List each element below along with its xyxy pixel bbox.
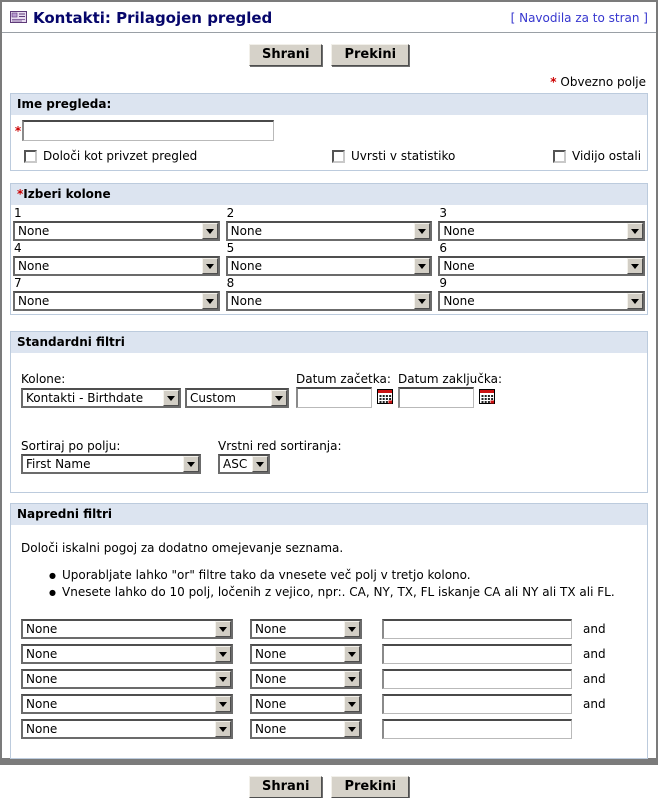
dropdown-arrow-icon: [252, 456, 268, 472]
dropdown-arrow-icon: [344, 646, 360, 662]
page-title: Kontakti: Prilagojen pregled: [33, 9, 273, 27]
visible-others-checkbox[interactable]: [553, 150, 566, 163]
column-slot-4: [13, 241, 220, 276]
required-note: [2, 66, 656, 93]
standard-filters-section: [10, 331, 648, 493]
page-header: [2, 2, 656, 32]
column-select-8[interactable]: [226, 291, 433, 311]
column-select-1[interactable]: [13, 221, 220, 241]
column-slot-5: [226, 241, 433, 276]
dropdown-arrow-icon: [163, 390, 179, 406]
view-name-input[interactable]: [22, 120, 274, 141]
column-select-4[interactable]: [13, 256, 220, 276]
column-select-7[interactable]: [13, 291, 220, 311]
dropdown-arrow-icon: [215, 696, 231, 712]
select-value: None: [230, 224, 262, 238]
end-date-input[interactable]: [398, 387, 474, 408]
advanced-operator-select-3[interactable]: [250, 669, 362, 689]
default-view-checkbox-label: Določi kot privzet pregled: [43, 149, 198, 163]
conjunction-label: and: [583, 672, 606, 686]
select-value: None: [255, 647, 287, 661]
column-select-5[interactable]: [226, 256, 433, 276]
select-value: None: [26, 647, 58, 661]
select-value: None: [255, 722, 287, 736]
select-value: None: [26, 672, 58, 686]
dropdown-arrow-icon: [202, 293, 218, 309]
dropdown-arrow-icon: [414, 258, 430, 274]
required-asterisk: *: [550, 75, 557, 89]
advanced-operator-select-2[interactable]: [250, 644, 362, 664]
name-required-asterisk: *: [14, 123, 22, 138]
statistics-checkbox[interactable]: [332, 150, 345, 163]
dropdown-arrow-icon: [627, 293, 643, 309]
statistics-checkbox-label: Uvrsti v statistiko: [351, 149, 456, 163]
column-slot-8: [226, 276, 433, 311]
dropdown-arrow-icon: [344, 696, 360, 712]
dropdown-arrow-icon: [271, 390, 287, 406]
cancel-button-bottom[interactable]: Prekini: [331, 776, 409, 798]
select-value: First Name: [26, 457, 91, 471]
dropdown-arrow-icon: [344, 621, 360, 637]
advanced-filter-row-5: [21, 719, 647, 739]
advanced-value-input-4[interactable]: [382, 694, 572, 714]
column-select-6[interactable]: [438, 256, 645, 276]
dropdown-arrow-icon: [414, 293, 430, 309]
end-date-label: Datum zaključka:: [398, 372, 503, 386]
dropdown-arrow-icon: [627, 223, 643, 239]
default-view-checkbox[interactable]: [24, 150, 37, 163]
column-slot-number: 7: [14, 276, 22, 290]
select-value: None: [255, 697, 287, 711]
select-value: None: [18, 224, 50, 238]
checkbox-row: [11, 146, 647, 170]
start-date-calendar-icon[interactable]: [377, 389, 393, 408]
dropdown-arrow-icon: [627, 258, 643, 274]
select-value: None: [255, 622, 287, 636]
required-label: Obvezno polje: [560, 75, 646, 89]
advanced-filters-section: [10, 503, 648, 759]
advanced-value-input-1[interactable]: [382, 619, 572, 639]
column-select-3[interactable]: [438, 221, 645, 241]
advanced-field-select-4[interactable]: [21, 694, 233, 714]
select-value: Kontakti - Birthdate: [26, 391, 144, 405]
advanced-filters-intro: Določi iskalni pogoj za dodatno omejevanje seznama.: [21, 541, 344, 555]
advanced-field-select-3[interactable]: [21, 669, 233, 689]
column-slot-number: 5: [226, 241, 235, 255]
advanced-value-input-3[interactable]: [382, 669, 572, 689]
hint-or-filters: ● Uporabljate lahko "or" filtre tako da vnesete več polj v tretjo kolono.: [49, 567, 647, 584]
advanced-filter-row-2: [21, 644, 647, 664]
sort-order-select[interactable]: [218, 454, 270, 474]
select-value: ASC: [223, 457, 248, 471]
column-slot-7: [13, 276, 220, 311]
contact-card-icon: [10, 10, 27, 27]
advanced-filters-title: Napredni filtri: [11, 504, 647, 525]
column-slot-2: [226, 206, 433, 241]
advanced-filter-row-1: [21, 619, 647, 639]
advanced-value-input-5[interactable]: [382, 719, 572, 739]
select-value: None: [230, 294, 262, 308]
dropdown-arrow-icon: [215, 671, 231, 687]
header-divider: [2, 32, 656, 33]
dropdown-arrow-icon: [414, 223, 430, 239]
select-value: None: [26, 622, 58, 636]
start-date-input[interactable]: [296, 387, 372, 408]
dropdown-arrow-icon: [202, 223, 218, 239]
visible-others-checkbox-label: Vidijo ostali: [572, 149, 642, 163]
top-toolbar: [2, 44, 656, 66]
dropdown-arrow-icon: [202, 258, 218, 274]
select-value: None: [255, 672, 287, 686]
advanced-filter-row-4: [21, 694, 647, 714]
column-slot-number: 9: [439, 276, 447, 290]
save-button-bottom[interactable]: Shrani: [249, 776, 323, 798]
select-value: None: [18, 259, 50, 273]
column-slot-3: [438, 206, 645, 241]
dropdown-arrow-icon: [183, 456, 199, 472]
columns-filter-label: Kolone:: [21, 372, 66, 386]
select-value: None: [230, 259, 262, 273]
advanced-operator-select-4[interactable]: [250, 694, 362, 714]
dropdown-arrow-icon: [215, 621, 231, 637]
save-button[interactable]: Shrani: [249, 44, 323, 66]
select-value: None: [443, 259, 475, 273]
column-slot-number: 3: [439, 206, 447, 220]
standard-filters-title: Standardni filtri: [11, 332, 647, 353]
select-value: None: [18, 294, 50, 308]
cancel-button[interactable]: Prekini: [331, 44, 409, 66]
dropdown-arrow-icon: [215, 721, 231, 737]
dropdown-arrow-icon: [344, 721, 360, 737]
column-slot-9: [438, 276, 645, 311]
column-select-2[interactable]: [226, 221, 433, 241]
bottom-toolbar: [2, 776, 656, 798]
column-slot-number: 1: [14, 206, 22, 220]
select-value: Custom: [190, 391, 236, 405]
view-name-section-title: Ime pregleda:: [11, 94, 647, 115]
help-link[interactable]: [ Navodila za to stran ]: [510, 11, 648, 25]
end-date-calendar-icon[interactable]: [479, 389, 495, 408]
view-name-section: [10, 93, 648, 171]
columns-grid: [11, 205, 647, 314]
column-slot-number: 2: [226, 206, 235, 220]
hint-comma-list: ● Vnesete lahko do 10 polj, ločenih z vejico, npr:. CA, NY, TX, FL iskanje CA ali NY ali TX ali FL.: [49, 584, 647, 601]
advanced-operator-select-5[interactable]: [250, 719, 362, 739]
filter-range-select[interactable]: [185, 388, 289, 408]
dropdown-arrow-icon: [215, 646, 231, 662]
choose-columns-title-text: Izberi kolone: [23, 187, 111, 201]
select-value: None: [26, 697, 58, 711]
sort-field-label: Sortiraj po polju:: [21, 439, 121, 453]
conjunction-label: and: [583, 647, 606, 661]
sort-order-label: Vrstni red sortiranja:: [218, 439, 342, 453]
standard-filters-body: [11, 353, 647, 492]
advanced-value-input-2[interactable]: [382, 644, 572, 664]
advanced-filters-hints: [49, 567, 647, 601]
choose-columns-section-title: [11, 184, 647, 205]
column-slot-number: 4: [14, 241, 22, 255]
sort-field-select[interactable]: [21, 454, 201, 474]
conjunction-label: and: [583, 697, 606, 711]
column-slot-6: [438, 241, 645, 276]
advanced-field-select-2[interactable]: [21, 644, 233, 664]
choose-columns-section: [10, 183, 648, 315]
select-value: None: [443, 224, 475, 238]
column-select-9[interactable]: [438, 291, 645, 311]
conjunction-label: and: [583, 622, 606, 636]
columns-required-asterisk: *: [17, 187, 24, 201]
advanced-field-select-1[interactable]: [21, 619, 233, 639]
column-slot-number: 6: [439, 241, 447, 255]
start-date-label: Datum začetka:: [296, 372, 391, 386]
filter-column-select[interactable]: [21, 388, 181, 408]
select-value: None: [26, 722, 58, 736]
select-value: None: [443, 294, 475, 308]
column-slot-1: [13, 206, 220, 241]
advanced-filters-body: [11, 525, 647, 758]
advanced-operator-select-1[interactable]: [250, 619, 362, 639]
dropdown-arrow-icon: [344, 671, 360, 687]
column-slot-number: 8: [226, 276, 235, 290]
advanced-field-select-5[interactable]: [21, 719, 233, 739]
advanced-filter-row-3: [21, 669, 647, 689]
